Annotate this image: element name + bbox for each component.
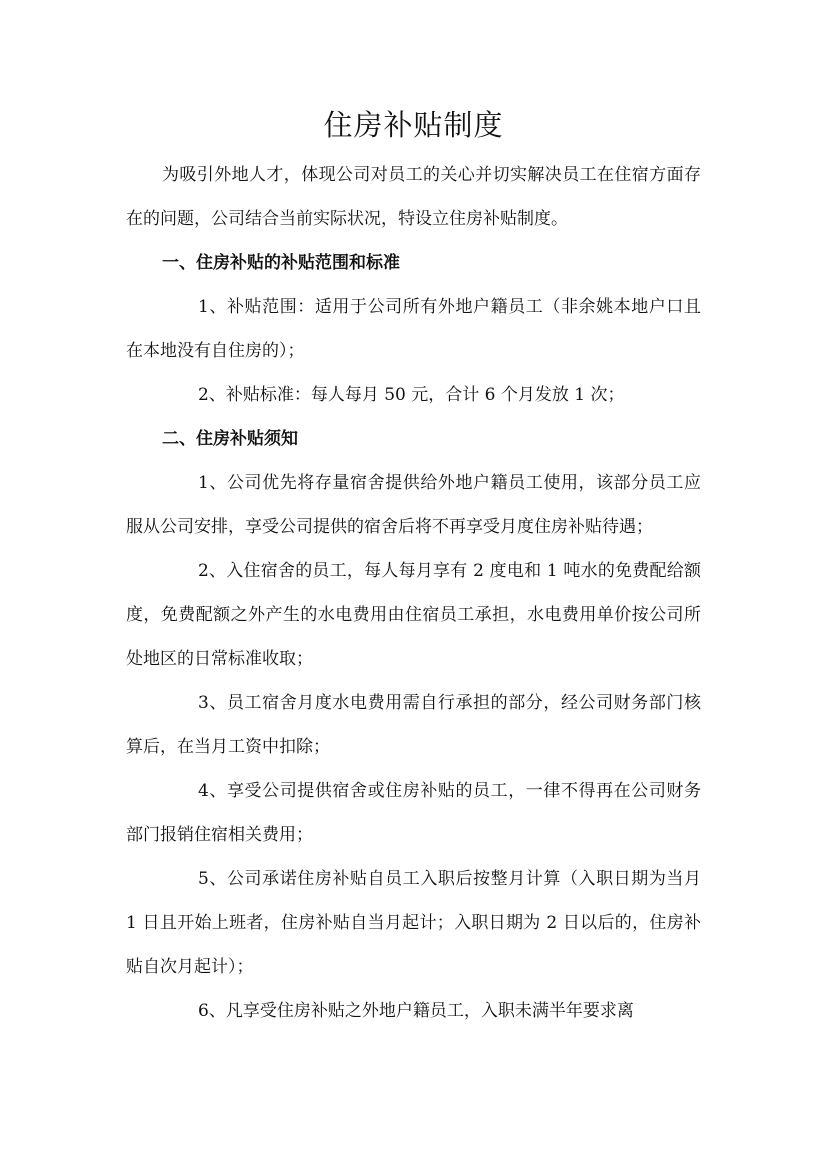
intro-paragraph: 为吸引外地人才，体现公司对员工的关心并切实解决员工在住宿方面存在的问题，公司结合当前实际状况，特设立住房补贴制度。 — [126, 165, 701, 229]
section-2-item-3: 3、员工宿舍月度水电费用需自行承担的部分，经公司财务部门核算后，在当月工资中扣除； — [126, 693, 701, 757]
document-body — [126, 103, 701, 1033]
section-1-item-1: 1、补贴范围：适用于公司所有外地户籍员工（非余姚本地户口且在本地没有自住房的）； — [126, 297, 701, 361]
section-2-item-2: 2、入住宿舍的员工，每人每月享有 2 度电和 1 吨水的免费配给额度，免费配额之外产生的水电费用由住宿员工承担，水电费用单价按公司所处地区的日常标准收取； — [126, 561, 701, 669]
section-1-heading: 一、住房补贴的补贴范围和标准 — [162, 253, 400, 273]
section-2-item-6: 6、凡享受住房补贴之外地户籍员工，入职未满半年要求离 — [198, 1001, 634, 1021]
section-2-item-5: 5、公司承诺住房补贴自员工入职后按整月计算（入职日期为当月 1 日且开始上班者，住房补贴自当月起计；入职日期为 2 日以后的，住房补贴自次月起计）； — [126, 869, 701, 977]
section-2-item-1: 1、公司优先将存量宿舍提供给外地户籍员工使用，该部分员工应服从公司安排，享受公司提供的宿舍后将不再享受月度住房补贴待遇； — [126, 473, 701, 537]
section-1-item-2: 2、补贴标准：每人每月 50 元，合计 6 个月发放 1 次； — [198, 385, 625, 405]
document-title: 住房补贴制度 — [323, 108, 504, 142]
section-2-heading: 二、住房补贴须知 — [162, 429, 298, 449]
section-2-item-4: 4、享受公司提供宿舍或住房补贴的员工，一律不得再在公司财务部门报销住宿相关费用； — [126, 781, 701, 845]
